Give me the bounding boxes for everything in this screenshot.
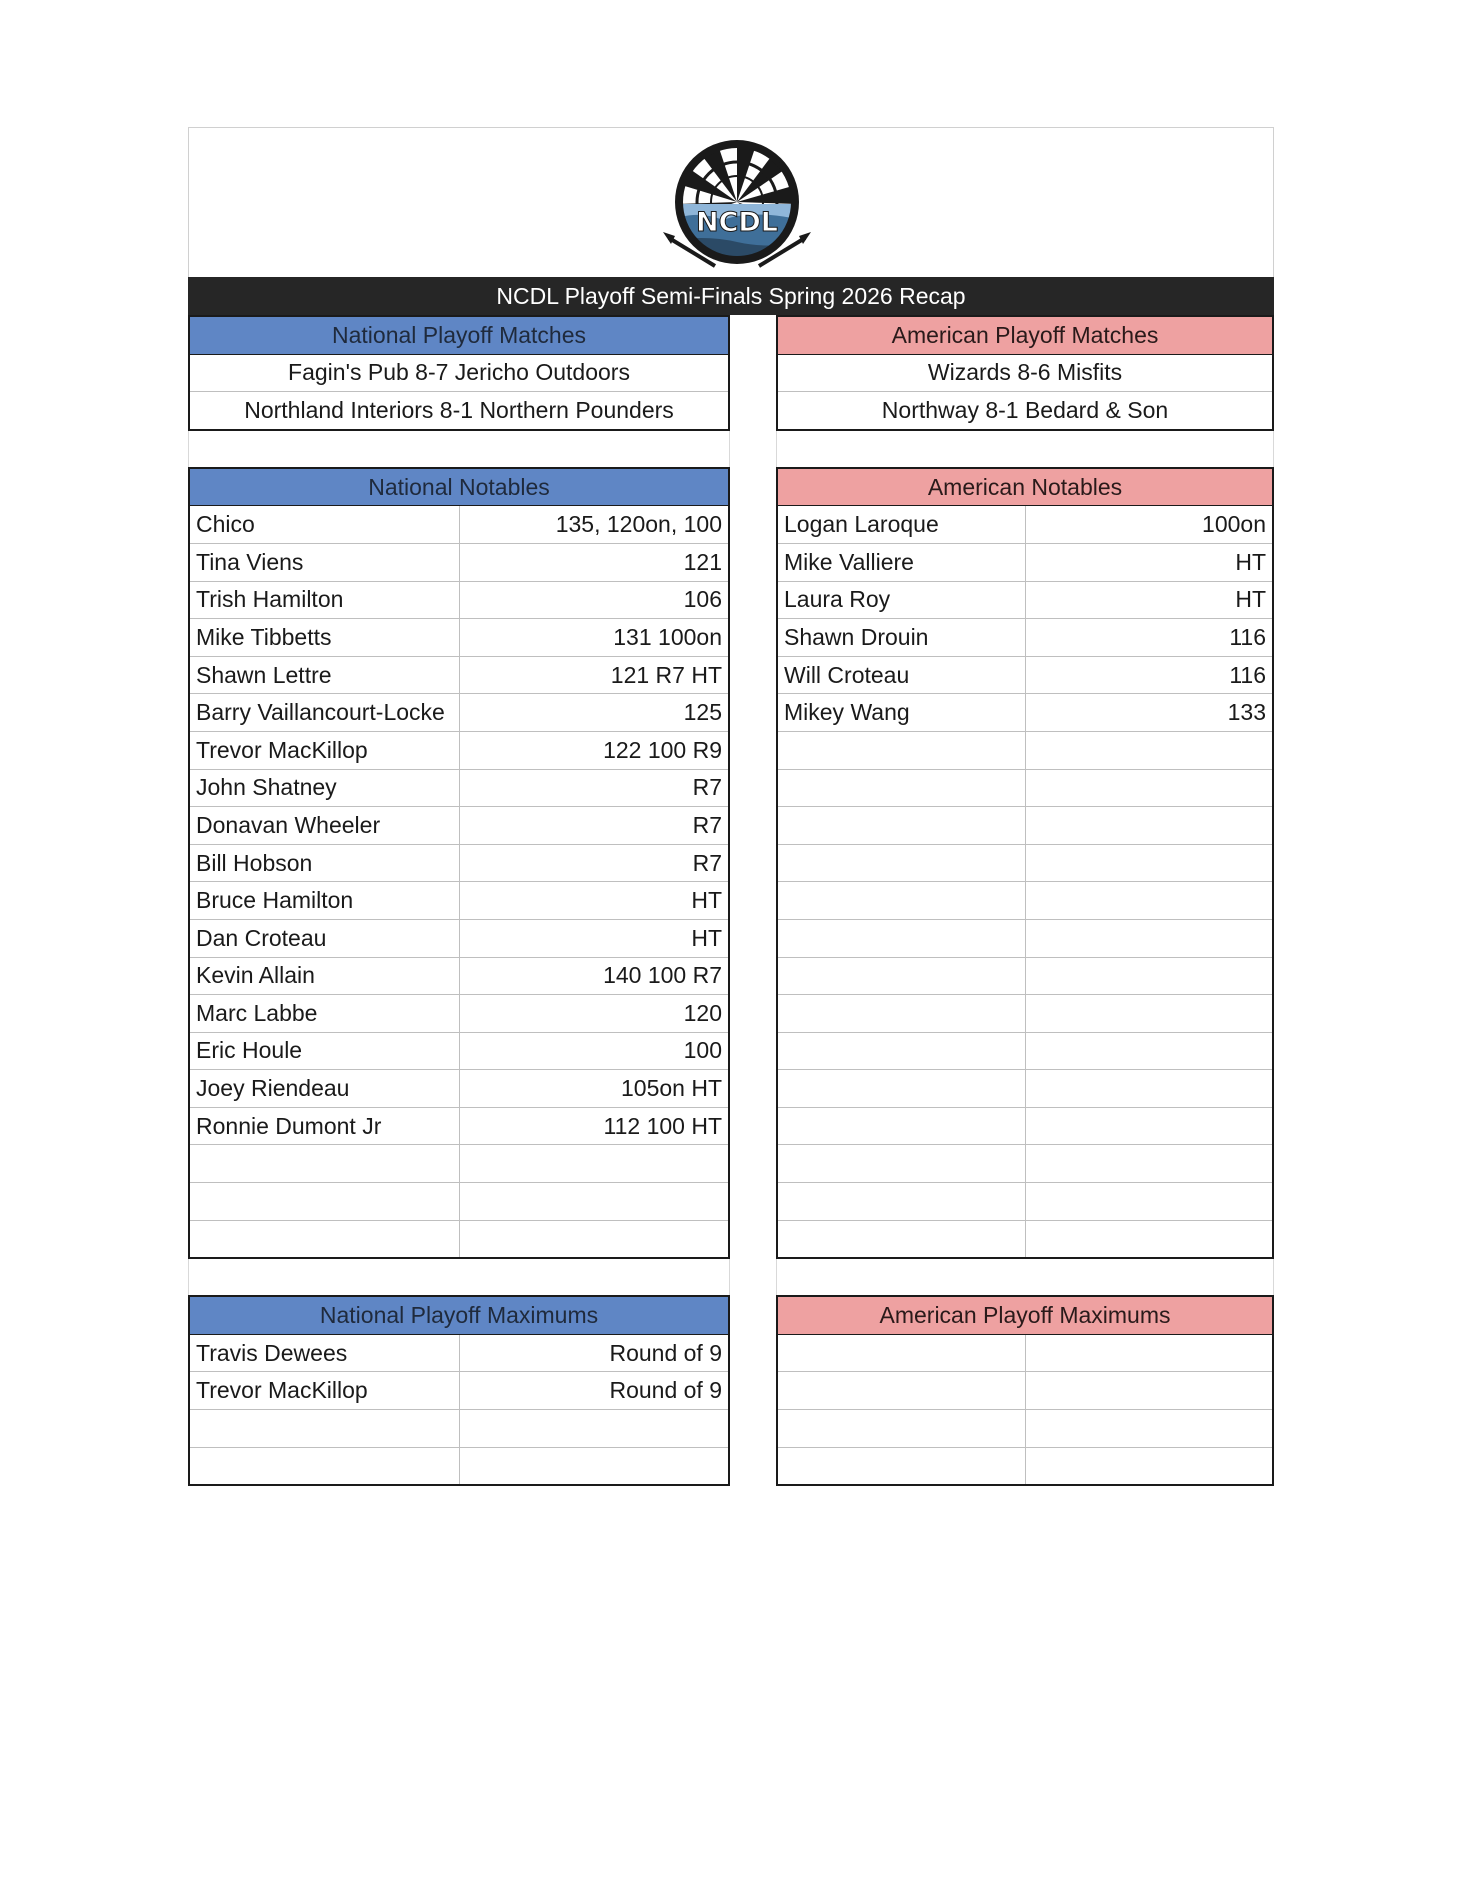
recap-sheet xyxy=(188,127,1274,1404)
table-row xyxy=(777,619,1273,657)
table-row xyxy=(777,1447,1273,1485)
player-name: Bill Hobson xyxy=(189,844,459,882)
player-name: Donavan Wheeler xyxy=(189,807,459,845)
match-row: Northland Interiors 8-1 Northern Pounders xyxy=(189,392,729,430)
player-stats: 121 xyxy=(459,543,729,581)
player-stats: Round of 9 xyxy=(459,1334,729,1372)
player-name: Shawn Lettre xyxy=(189,656,459,694)
player-stats xyxy=(1025,769,1273,807)
player-name xyxy=(777,1183,1025,1221)
player-name xyxy=(189,1447,459,1485)
player-name: Joey Riendeau xyxy=(189,1070,459,1108)
player-name: Barry Vaillancourt-Locke xyxy=(189,694,459,732)
table-row xyxy=(189,844,729,882)
table-row xyxy=(189,1447,729,1485)
player-name: Will Croteau xyxy=(777,656,1025,694)
match-row: Fagin's Pub 8-7 Jericho Outdoors xyxy=(189,354,729,392)
player-stats xyxy=(459,1447,729,1485)
player-name: Trevor MacKillop xyxy=(189,731,459,769)
player-name xyxy=(189,1183,459,1221)
table-row xyxy=(189,543,729,581)
table-row xyxy=(189,1410,729,1448)
player-name xyxy=(777,1107,1025,1145)
player-name xyxy=(777,919,1025,957)
player-stats: 100 xyxy=(459,1032,729,1070)
table-row xyxy=(189,1145,729,1183)
table-row xyxy=(777,506,1273,544)
player-stats xyxy=(1025,844,1273,882)
american-maximums-table xyxy=(776,1295,1274,1486)
player-stats xyxy=(1025,1032,1273,1070)
table-row xyxy=(189,807,729,845)
player-stats xyxy=(1025,1183,1273,1221)
table-row xyxy=(189,731,729,769)
player-name xyxy=(777,1372,1025,1410)
player-stats xyxy=(1025,1372,1273,1410)
player-stats: HT xyxy=(1025,581,1273,619)
page-title: NCDL Playoff Semi-Finals Spring 2026 Recap xyxy=(188,277,1274,315)
player-stats xyxy=(1025,919,1273,957)
player-name: Dan Croteau xyxy=(189,919,459,957)
player-stats xyxy=(459,1220,729,1258)
player-stats: 125 xyxy=(459,694,729,732)
player-stats: HT xyxy=(459,882,729,920)
player-name: Shawn Drouin xyxy=(777,619,1025,657)
player-name: Chico xyxy=(189,506,459,544)
player-name: Tina Viens xyxy=(189,543,459,581)
table-row xyxy=(189,882,729,920)
table-row xyxy=(777,995,1273,1033)
player-name xyxy=(777,1410,1025,1448)
player-stats: R7 xyxy=(459,844,729,882)
player-name xyxy=(777,1032,1025,1070)
table-row xyxy=(777,1107,1273,1145)
player-stats xyxy=(1025,957,1273,995)
national-matches-table xyxy=(188,315,730,431)
player-stats xyxy=(459,1183,729,1221)
table-row xyxy=(777,807,1273,845)
player-name: John Shatney xyxy=(189,769,459,807)
table-row xyxy=(189,1334,729,1372)
table-row xyxy=(777,919,1273,957)
table-row xyxy=(189,957,729,995)
american-matches-table xyxy=(776,315,1274,431)
player-stats xyxy=(1025,1145,1273,1183)
table-row xyxy=(777,581,1273,619)
spacer xyxy=(776,431,1274,467)
player-name xyxy=(189,1145,459,1183)
american-column xyxy=(776,315,1274,1486)
table-row xyxy=(777,1070,1273,1108)
table-row xyxy=(189,619,729,657)
table-row xyxy=(189,656,729,694)
player-stats xyxy=(1025,1410,1273,1448)
player-stats: 105on HT xyxy=(459,1070,729,1108)
player-stats: 112 100 HT xyxy=(459,1107,729,1145)
player-name xyxy=(777,731,1025,769)
spacer xyxy=(776,1259,1274,1295)
player-stats xyxy=(459,1410,729,1448)
table-row xyxy=(189,1372,729,1410)
table-row xyxy=(777,882,1273,920)
player-name xyxy=(777,1334,1025,1372)
player-stats: 106 xyxy=(459,581,729,619)
table-row xyxy=(189,769,729,807)
table-row xyxy=(777,1334,1273,1372)
player-stats: 133 xyxy=(1025,694,1273,732)
player-stats xyxy=(1025,882,1273,920)
american-notables-header: American Notables xyxy=(777,468,1273,506)
player-name: Eric Houle xyxy=(189,1032,459,1070)
table-row xyxy=(777,1372,1273,1410)
player-stats xyxy=(459,1145,729,1183)
player-name xyxy=(777,882,1025,920)
american-notables-table xyxy=(776,467,1274,1259)
player-name: Travis Dewees xyxy=(189,1334,459,1372)
american-maximums-header: American Playoff Maximums xyxy=(777,1296,1273,1334)
player-stats: 135, 120on, 100 xyxy=(459,506,729,544)
table-row xyxy=(189,694,729,732)
player-stats: 121 R7 HT xyxy=(459,656,729,694)
player-name: Marc Labbe xyxy=(189,995,459,1033)
logo-area xyxy=(188,127,1274,277)
player-name: Trish Hamilton xyxy=(189,581,459,619)
player-name: Mike Tibbetts xyxy=(189,619,459,657)
player-name: Mikey Wang xyxy=(777,694,1025,732)
national-maximums-header: National Playoff Maximums xyxy=(189,1296,729,1334)
spacer xyxy=(188,431,730,467)
table-row xyxy=(777,543,1273,581)
table-row xyxy=(777,656,1273,694)
logo-text: NCDL xyxy=(695,207,779,238)
table-row xyxy=(189,1070,729,1108)
player-name xyxy=(777,1220,1025,1258)
player-stats xyxy=(1025,1107,1273,1145)
table-row xyxy=(189,506,729,544)
spacer xyxy=(188,1259,730,1295)
table-row xyxy=(777,1183,1273,1221)
player-name: Trevor MacKillop xyxy=(189,1372,459,1410)
player-stats xyxy=(1025,1220,1273,1258)
table-row xyxy=(777,957,1273,995)
player-name xyxy=(777,1145,1025,1183)
match-row: Wizards 8-6 Misfits xyxy=(777,354,1273,392)
player-stats: 140 100 R7 xyxy=(459,957,729,995)
table-row xyxy=(777,731,1273,769)
national-notables-header: National Notables xyxy=(189,468,729,506)
table-row xyxy=(189,995,729,1033)
player-stats: 120 xyxy=(459,995,729,1033)
table-row xyxy=(189,1107,729,1145)
table-row xyxy=(777,769,1273,807)
player-name xyxy=(777,1447,1025,1485)
table-row xyxy=(777,844,1273,882)
player-name xyxy=(777,957,1025,995)
player-stats: HT xyxy=(1025,543,1273,581)
player-stats: 131 100on xyxy=(459,619,729,657)
player-stats: Round of 9 xyxy=(459,1372,729,1410)
national-maximums-table xyxy=(188,1295,730,1486)
table-row xyxy=(777,694,1273,732)
player-stats: R7 xyxy=(459,769,729,807)
player-stats xyxy=(1025,731,1273,769)
table-row xyxy=(777,1220,1273,1258)
dartboard-logo-icon xyxy=(663,138,811,272)
table-row xyxy=(189,919,729,957)
player-stats xyxy=(1025,1334,1273,1372)
player-stats xyxy=(1025,1070,1273,1108)
match-row: Northway 8-1 Bedard & Son xyxy=(777,392,1273,430)
national-column xyxy=(188,315,730,1486)
player-name xyxy=(777,1070,1025,1108)
player-stats: R7 xyxy=(459,807,729,845)
table-row xyxy=(189,1220,729,1258)
player-name xyxy=(777,844,1025,882)
player-stats xyxy=(1025,995,1273,1033)
player-stats: 100on xyxy=(1025,506,1273,544)
table-row xyxy=(189,581,729,619)
player-stats: 116 xyxy=(1025,619,1273,657)
table-row xyxy=(189,1183,729,1221)
table-row xyxy=(777,1145,1273,1183)
player-stats: 122 100 R9 xyxy=(459,731,729,769)
player-name xyxy=(777,995,1025,1033)
american-matches-header: American Playoff Matches xyxy=(777,316,1273,354)
table-row xyxy=(189,1032,729,1070)
player-stats xyxy=(1025,807,1273,845)
national-notables-table xyxy=(188,467,730,1259)
table-row xyxy=(777,1032,1273,1070)
player-name: Ronnie Dumont Jr xyxy=(189,1107,459,1145)
player-name: Kevin Allain xyxy=(189,957,459,995)
player-name: Bruce Hamilton xyxy=(189,882,459,920)
table-row xyxy=(777,1410,1273,1448)
player-name xyxy=(189,1410,459,1448)
player-stats: 116 xyxy=(1025,656,1273,694)
player-stats: HT xyxy=(459,919,729,957)
player-name xyxy=(777,807,1025,845)
player-name xyxy=(777,769,1025,807)
player-name: Logan Laroque xyxy=(777,506,1025,544)
player-name: Laura Roy xyxy=(777,581,1025,619)
player-name: Mike Valliere xyxy=(777,543,1025,581)
player-name xyxy=(189,1220,459,1258)
national-matches-header: National Playoff Matches xyxy=(189,316,729,354)
player-stats xyxy=(1025,1447,1273,1485)
